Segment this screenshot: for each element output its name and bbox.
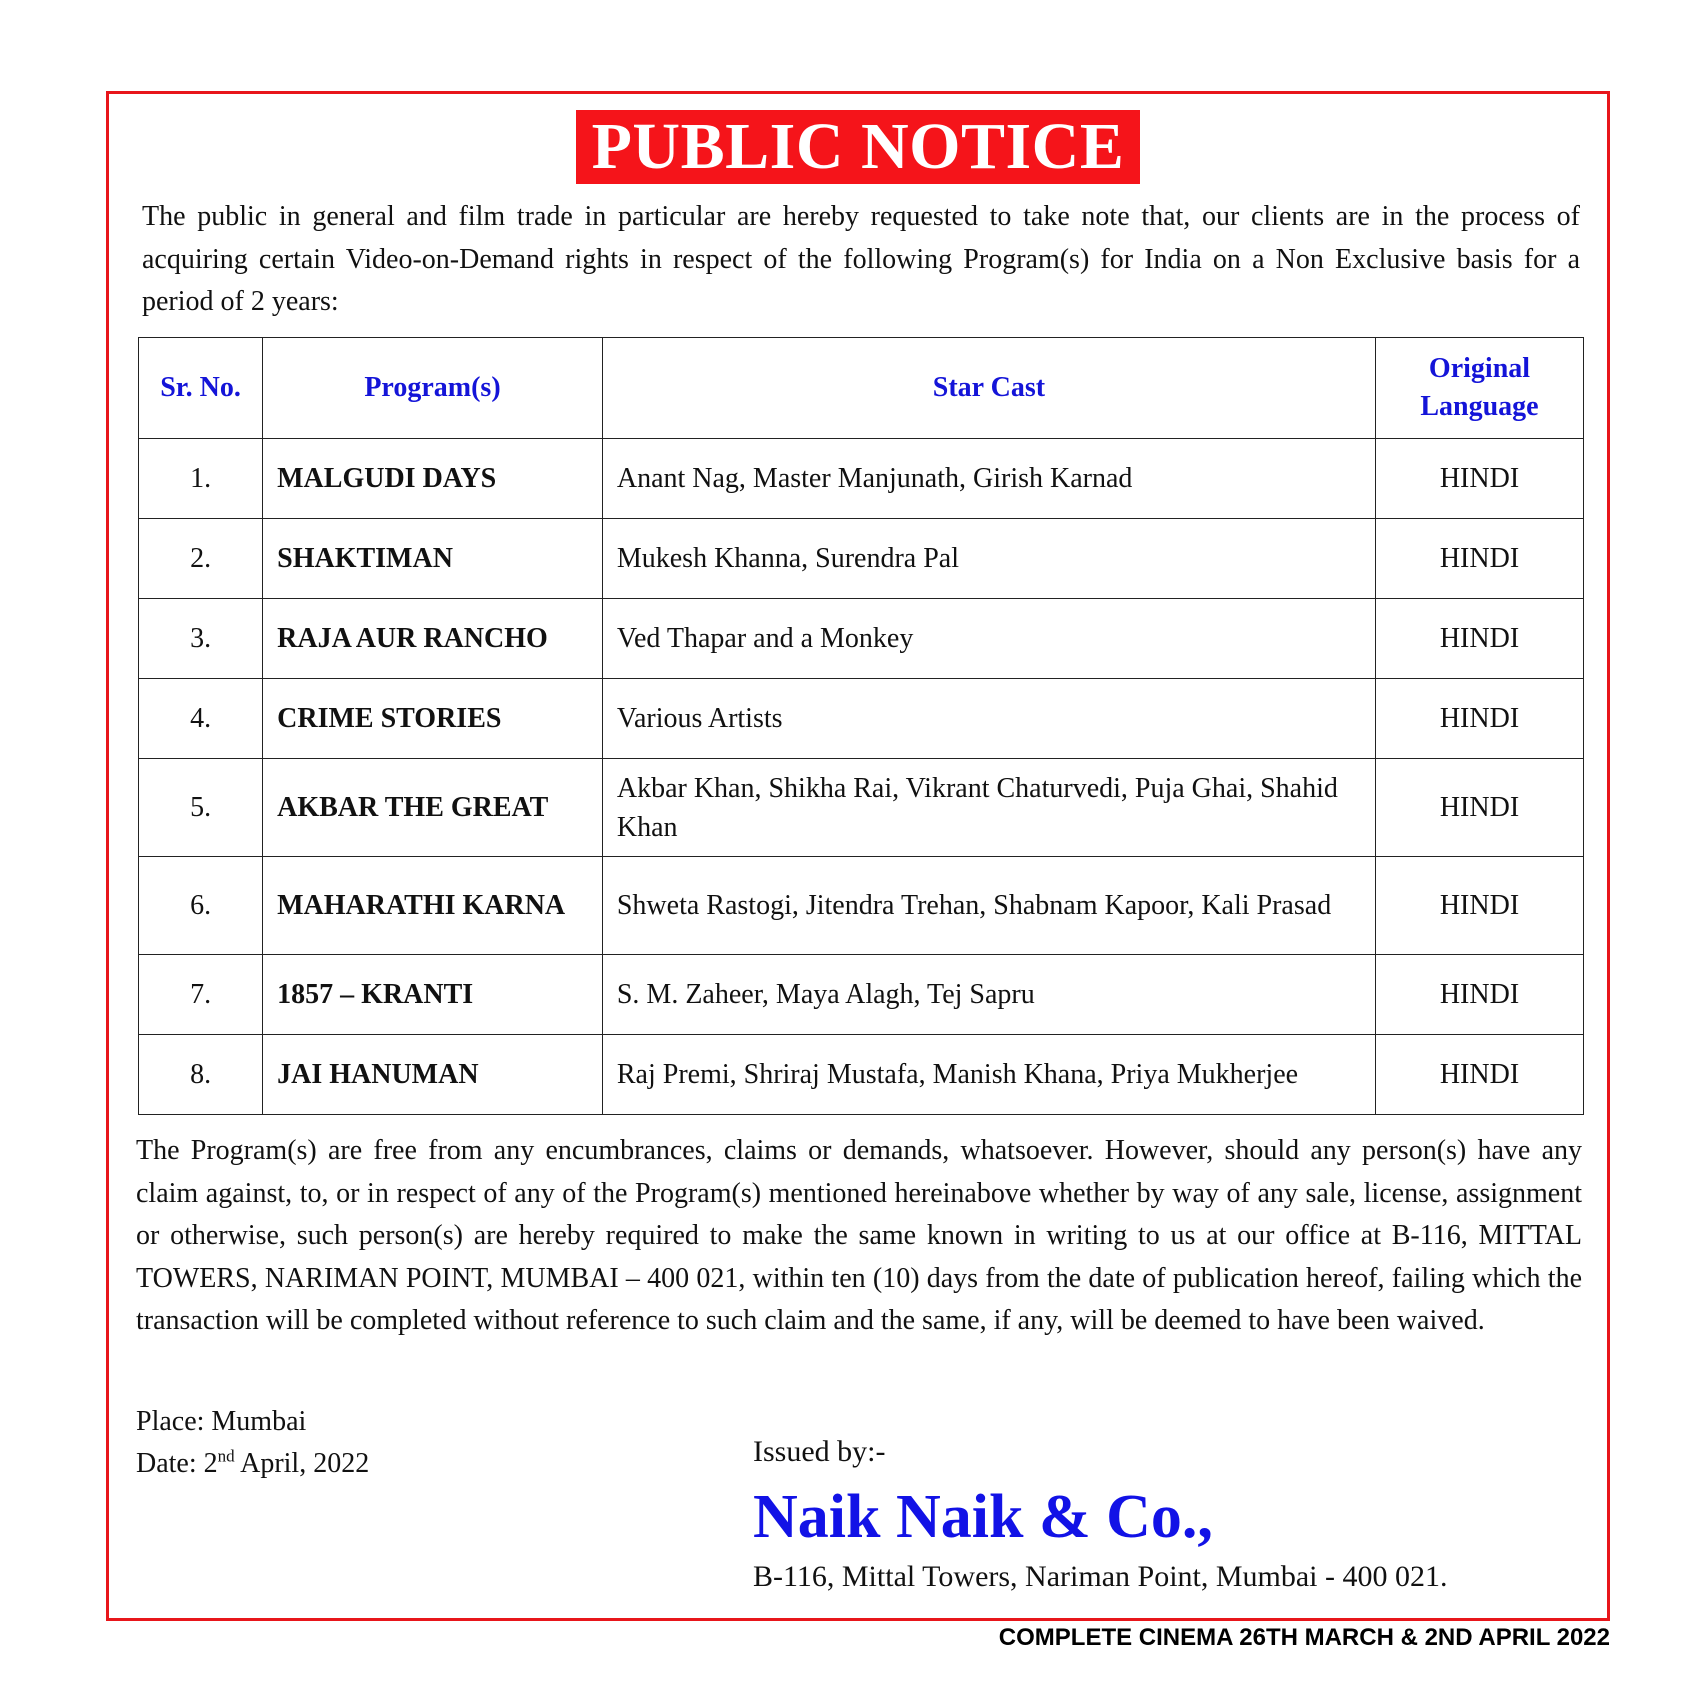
sr-no-cell: 1.	[139, 439, 263, 519]
program-cell: MAHARATHI KARNA	[263, 857, 603, 955]
table-header-row	[139, 338, 1584, 439]
star-cast-cell: Ved Thapar and a Monkey	[602, 599, 1375, 679]
closing-paragraph: The Program(s) are free from any encumbrances, claims or demands, whatsoever. However, should any person(s) have any claim against, to, or in respect of any of the Program(s) mentioned hereinabove whether by way of any sale, license, assignment or otherwise, such person(s) are hereby required to make the same known in writing to us at our office at B-116, MITTAL TOWERS, NARIMAN POINT, MUMBAI – 400 021, within ten (10) days from the date of publication hereof, failing which the transaction will be completed without reference to such claim and the same, if any, will be deemed to have been waived.	[136, 1135, 1582, 1336]
notice-title: PUBLIC NOTICE	[576, 110, 1141, 184]
star-cast-cell: Various Artists	[602, 679, 1375, 759]
sr-no-cell: 4.	[139, 679, 263, 759]
language-cell: HINDI	[1375, 679, 1583, 759]
program-cell: CRIME STORIES	[263, 679, 603, 759]
language-cell: HINDI	[1375, 955, 1583, 1035]
intro-paragraph: The public in general and film trade in particular are hereby requested to take note that, our clients are in the process of acquiring certain Video-on-Demand rights in respect of the following Program(s) for India on a Non Exclusive basis for a period of 2 years:	[142, 201, 1580, 317]
table-row	[139, 1035, 1584, 1115]
table-row	[139, 679, 1584, 759]
language-cell: HINDI	[1375, 759, 1583, 857]
title-wrap	[109, 110, 1607, 184]
star-cast-cell: S. M. Zaheer, Maya Alagh, Tej Sapru	[602, 955, 1375, 1035]
program-table	[138, 337, 1584, 1115]
place-line: Place: Mumbai	[136, 1406, 307, 1437]
date-line	[136, 1446, 369, 1482]
language-cell: HINDI	[1375, 857, 1583, 955]
sr-no-cell: 6.	[139, 857, 263, 955]
star-cast-cell: Raj Premi, Shriraj Mustafa, Manish Khana, Priya Mukherjee	[602, 1035, 1375, 1115]
header-original-language: Original Language	[1375, 338, 1583, 439]
header-programs: Program(s)	[263, 338, 603, 439]
language-cell: HINDI	[1375, 1035, 1583, 1115]
program-cell: 1857 – KRANTI	[263, 955, 603, 1035]
table-row	[139, 599, 1584, 679]
publication-footer: COMPLETE CINEMA 26TH MARCH & 2ND APRIL 2022	[998, 1624, 1610, 1651]
language-cell: HINDI	[1375, 599, 1583, 679]
program-cell: JAI HANUMAN	[263, 1035, 603, 1115]
header-sr-no: Sr. No.	[139, 338, 263, 439]
table-row	[139, 759, 1584, 857]
sr-no-cell: 5.	[139, 759, 263, 857]
firm-name: Naik Naik & Co.,	[753, 1483, 1213, 1551]
program-cell: RAJA AUR RANCHO	[263, 599, 603, 679]
program-cell: MALGUDI DAYS	[263, 439, 603, 519]
sr-no-cell: 7.	[139, 955, 263, 1035]
date-suffix: April, 2022	[234, 1448, 370, 1479]
program-cell: SHAKTIMAN	[263, 519, 603, 599]
program-cell: AKBAR THE GREAT	[263, 759, 603, 857]
table-row	[139, 857, 1584, 955]
star-cast-cell: Anant Nag, Master Manjunath, Girish Karnad	[602, 439, 1375, 519]
header-star-cast: Star Cast	[602, 338, 1375, 439]
star-cast-cell: Shweta Rastogi, Jitendra Trehan, Shabnam Kapoor, Kali Prasad	[602, 857, 1375, 955]
firm-address: B-116, Mittal Towers, Nariman Point, Mumbai - 400 021.	[753, 1560, 1448, 1593]
notice-frame	[106, 91, 1610, 1621]
star-cast-cell: Akbar Khan, Shikha Rai, Vikrant Chaturvedi, Puja Ghai, Shahid Khan	[602, 759, 1375, 857]
table-row	[139, 519, 1584, 599]
date-prefix: Date: 2	[136, 1448, 218, 1479]
sr-no-cell: 8.	[139, 1035, 263, 1115]
sr-no-cell: 3.	[139, 599, 263, 679]
language-cell: HINDI	[1375, 519, 1583, 599]
language-cell: HINDI	[1375, 439, 1583, 519]
sr-no-cell: 2.	[139, 519, 263, 599]
table-row	[139, 439, 1584, 519]
issued-by-label: Issued by:-	[753, 1435, 886, 1468]
date-ordinal: nd	[217, 1446, 235, 1466]
table-row	[139, 955, 1584, 1035]
star-cast-cell: Mukesh Khanna, Surendra Pal	[602, 519, 1375, 599]
